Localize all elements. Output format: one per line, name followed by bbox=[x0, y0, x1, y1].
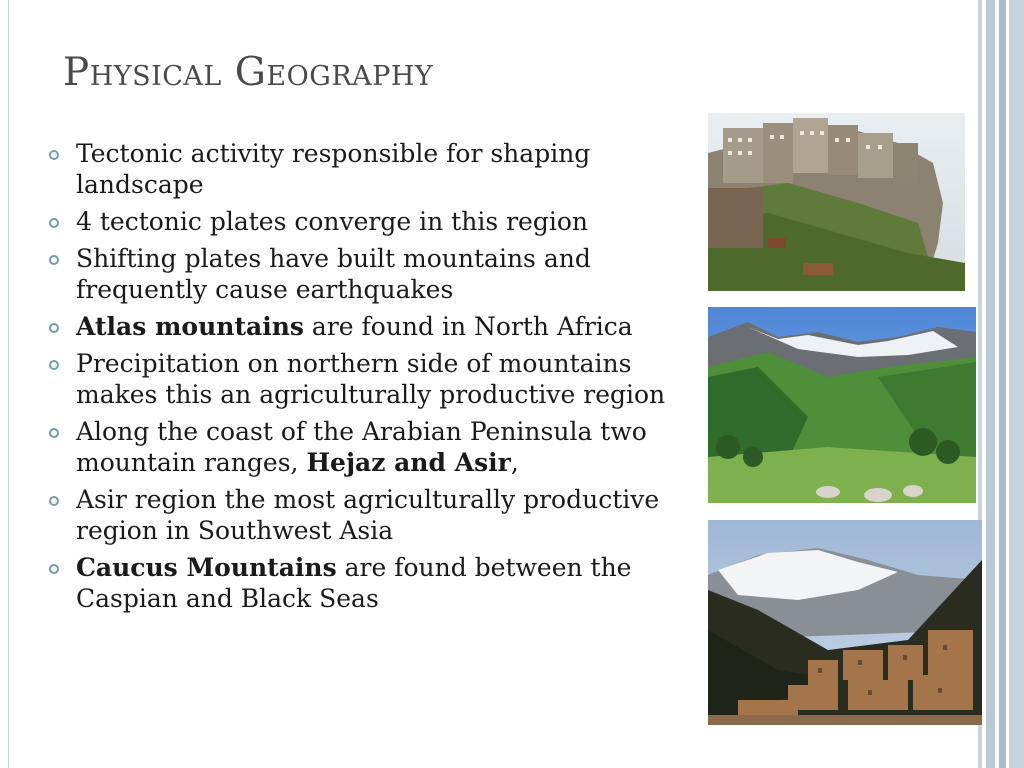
left-border-line bbox=[8, 0, 9, 768]
decor-stripe bbox=[1009, 0, 1024, 768]
bullet-text: Along the coast of the Arabian Peninsula two mountain ranges, bbox=[76, 417, 647, 477]
bullet-icon bbox=[49, 323, 59, 333]
bullet-text: Asir region the most agriculturally productive region in Southwest Asia bbox=[76, 485, 660, 545]
bullet-item bbox=[46, 138, 686, 200]
bullet-text: Precipitation on northern side of mountains makes this an agriculturally productive region bbox=[76, 349, 666, 409]
bullet-icon bbox=[49, 150, 59, 160]
bullet-item bbox=[46, 243, 686, 305]
bullet-item bbox=[46, 206, 686, 237]
bullet-item bbox=[46, 484, 686, 546]
bullet-item bbox=[46, 311, 686, 342]
bullet-icon bbox=[49, 218, 59, 228]
slide-title: Physical Geography bbox=[63, 50, 434, 95]
bullet-emphasis: Caucus Mountains bbox=[76, 553, 337, 582]
bullet-text: Shifting plates have built mountains and frequently cause earthquakes bbox=[76, 244, 591, 304]
decor-stripe bbox=[986, 0, 995, 768]
bullet-icon bbox=[49, 496, 59, 506]
bullet-item bbox=[46, 416, 686, 478]
bullet-text: Tectonic activity responsible for shaping landscape bbox=[76, 139, 591, 199]
bullet-item bbox=[46, 552, 686, 614]
bullet-text: are found in North Africa bbox=[303, 312, 633, 341]
bullet-text: 4 tectonic plates converge in this region bbox=[76, 207, 588, 236]
green-mountain-valley-photo bbox=[708, 307, 976, 503]
bullet-item bbox=[46, 348, 686, 410]
bullet-icon bbox=[49, 564, 59, 574]
bullet-list bbox=[46, 138, 686, 620]
bullet-emphasis: Atlas mountains bbox=[76, 312, 304, 341]
bullet-icon bbox=[49, 428, 59, 438]
snowy-mountain-village-photo bbox=[708, 520, 982, 725]
bullet-text: , bbox=[510, 448, 519, 477]
bullet-icon bbox=[49, 255, 59, 265]
decor-stripe bbox=[999, 0, 1006, 768]
bullet-emphasis: Hejaz and Asir bbox=[306, 448, 511, 477]
bullet-text: are found between the Caspian and Black Seas bbox=[76, 553, 632, 613]
cliff-village-photo bbox=[708, 113, 965, 291]
bullet-icon bbox=[49, 360, 59, 370]
